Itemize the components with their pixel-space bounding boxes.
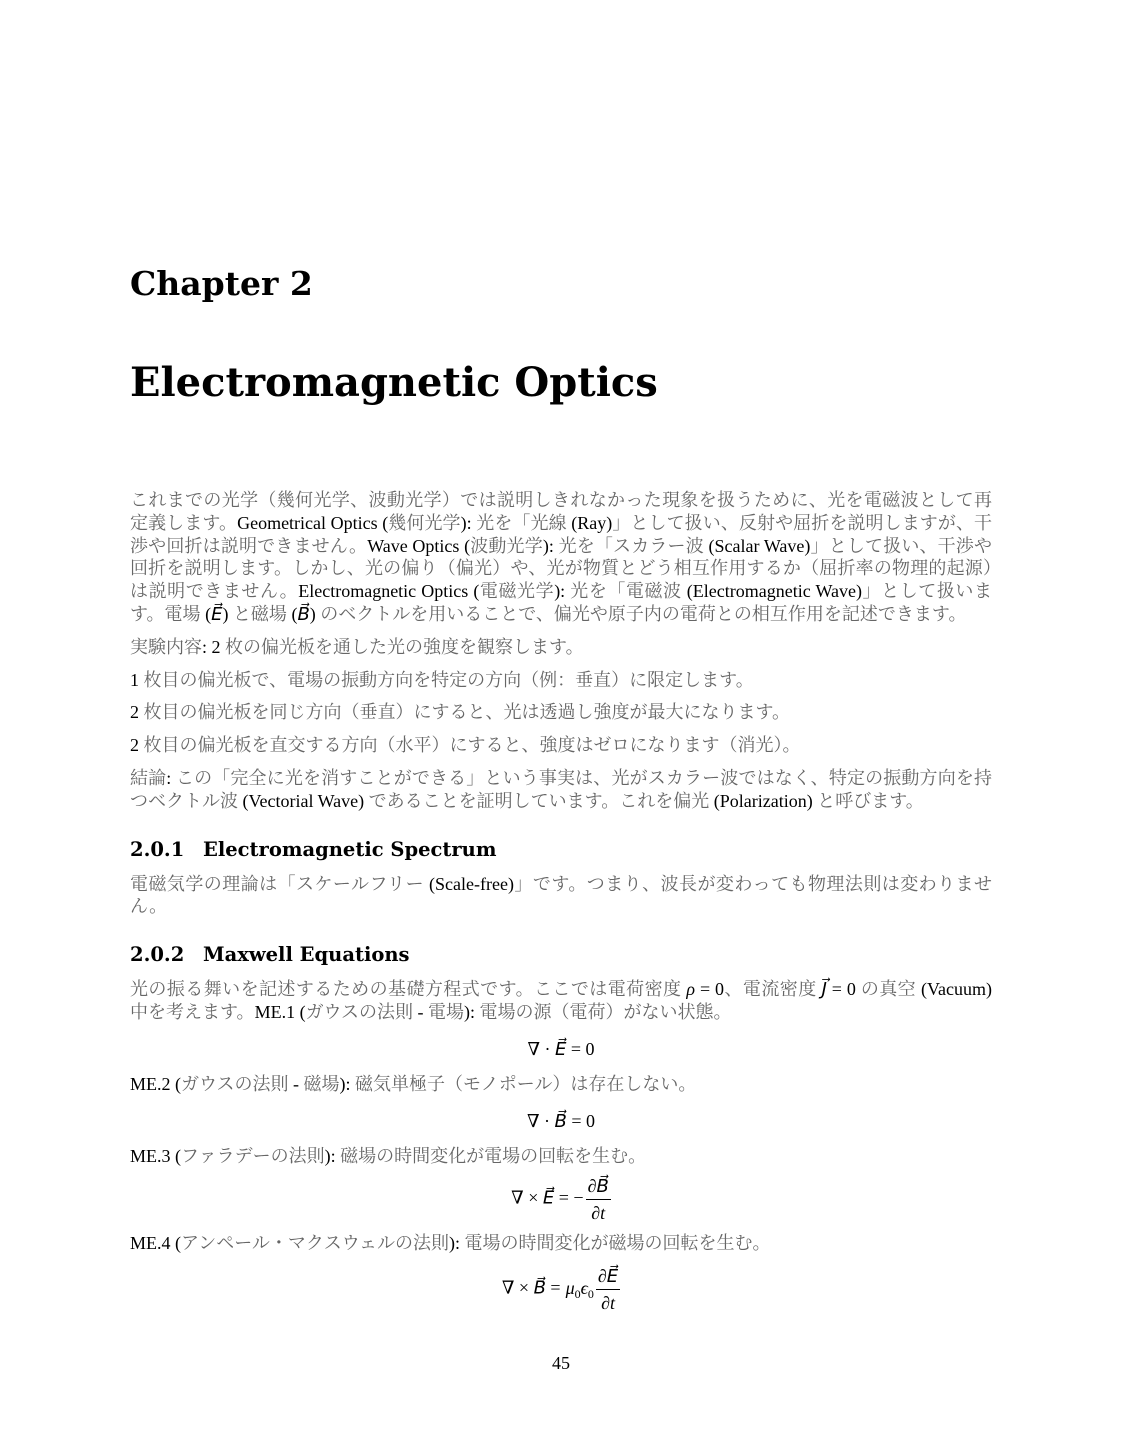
japanese-text-run: 電場 — [428, 1001, 465, 1022]
japanese-text-run: この「完全に光を消すことができる」という事実は、光がスカラー波ではなく、特定の振動方向を持つベクトル波 — [130, 767, 992, 811]
mu-subscript: 0 — [574, 1286, 581, 1301]
japanese-text-run: ファラデーの法則 — [181, 1145, 325, 1166]
japanese-text-run: 」として扱い、反射や屈折を説明しますが、干渉や回折は説明できません。 — [130, 512, 993, 556]
japanese-text-run: であることを証明しています。これを偏光 — [368, 790, 710, 811]
japanese-text-run: の真空 — [860, 979, 917, 1000]
epsilon-subscript: 0 — [587, 1286, 594, 1301]
japanese-text-run: 光を「スカラー波 — [558, 535, 704, 556]
japanese-text-run: 」です。つまり、波長が変わっても物理法則は変わりません。 — [130, 873, 993, 917]
equation-expression: ∇ · E⃗ = 0 — [527, 1038, 595, 1059]
math-symbol: B⃗ — [297, 603, 310, 624]
me3-description: ME.3 (ファラデーの法則): 磁場の時間変化が電場の回転を生む。 — [130, 1145, 647, 1166]
japanese-text-run: 枚目の偏光板を直交する方向（水平）にすると、強度はゼロになります（消光）。 — [143, 735, 801, 756]
math-symbol: E⃗ — [542, 1187, 555, 1208]
math-symbol: B⃗ — [533, 1277, 546, 1298]
experiment-step-2: 2 枚目の偏光板を同じ方向（垂直）にすると、光は透過し強度が最大になります。 — [130, 702, 791, 723]
japanese-text-run: 」として扱い、干渉や回折を説明します。しかし、光の偏り（偏光）や、光が物質とどう相互作用するか（屈折率の物理的起源）は説明できません。 — [130, 535, 993, 602]
section-heading-maxwell-equations — [130, 942, 992, 968]
math-symbol: E⃗ — [555, 1038, 567, 1059]
fraction — [596, 1263, 620, 1316]
fraction-numerator: ∂E⃗ — [596, 1263, 620, 1290]
fraction-denominator: ∂t — [601, 1293, 615, 1314]
math-symbol: B⃗ — [554, 1110, 567, 1131]
japanese-text-run: 電場の時間変化が磁場の回転を生む。 — [464, 1233, 771, 1254]
mu-symbol: μ — [565, 1277, 575, 1298]
fraction-denominator: ∂t — [591, 1203, 606, 1224]
me4-description: ME.4 (アンペール・マクスウェルの法則): 電場の時間変化が磁場の回転を生む。 — [130, 1233, 771, 1254]
spectrum-paragraph: 電磁気学の理論は「スケールフリー (Scale-free)」です。つまり、波長が変わっても物理法則は変わりません。 — [130, 873, 993, 917]
math-symbol: J⃗ — [821, 979, 827, 1000]
japanese-text-run: 幾何光学 — [388, 512, 461, 533]
equation-me3 — [130, 1173, 992, 1226]
japanese-text-run: 」として扱います。電場 — [130, 581, 992, 624]
japanese-text-run: 光を「電磁波 — [570, 581, 682, 602]
japanese-text-run: ガウスの法則 — [305, 1001, 414, 1022]
japanese-text-run: 光の振る舞いを記述するための基礎方程式です。ここでは電荷密度 — [130, 979, 682, 1000]
japanese-text-run: 、電流密度 — [724, 979, 817, 1000]
equation-me1 — [130, 1037, 992, 1061]
math-symbol: E⃗ — [211, 603, 223, 624]
japanese-text-run: ガウスの法則 — [181, 1073, 289, 1094]
equation-coefficient — [565, 1277, 594, 1301]
japanese-text-run: 電磁気学の理論は「スケールフリー — [130, 873, 425, 894]
japanese-text-run: と磁場 — [232, 603, 287, 624]
japanese-text-run: と呼びます。 — [817, 790, 924, 811]
experiment-paragraph: 実験内容: 2 枚の偏光板を通した光の強度を観察します。 — [130, 636, 584, 657]
equation-expression: ∇ × E⃗ = − — [511, 1187, 584, 1208]
japanese-text-run: 磁場 — [303, 1073, 340, 1094]
experiment-step-1: 1 枚目の偏光板で、電場の振動方向を特定の方向（例：垂直）に限定します。 — [130, 669, 754, 690]
japanese-text-run: 磁場の時間変化が電場の回転を生む。 — [340, 1145, 647, 1166]
japanese-text-run: 枚目の偏光板を同じ方向（垂直）にすると、光は透過し強度が最大になります。 — [143, 702, 791, 723]
japanese-text-run: 磁気単極子（モノポール）は存在しない。 — [354, 1073, 697, 1094]
experiment-step-3: 2 枚目の偏光板を直交する方向（水平）にすると、強度はゼロになります（消光）。 — [130, 735, 801, 756]
japanese-text-run: 枚の偏光板を通した光の強度を観察します。 — [225, 636, 584, 657]
japanese-text-run: 枚目の偏光板で、電場の振動方向を特定の方向（例：垂直）に限定します。 — [143, 669, 754, 690]
section-title: Electromagnetic Spectrum — [203, 837, 497, 861]
japanese-text-run: 中を考えます。 — [130, 1001, 255, 1022]
japanese-text-run: 実験内容 — [130, 636, 202, 657]
japanese-text-run: 光を「光線 — [476, 512, 567, 533]
math-symbol: E⃗ — [606, 1266, 619, 1287]
equation-expression: ∇ × B⃗ = — [501, 1277, 561, 1298]
epsilon-symbol: ϵ — [580, 1277, 588, 1298]
japanese-text-run: アンペール・マクスウェルの法則 — [181, 1233, 450, 1254]
maxwell-intro-paragraph: 光の振る舞いを記述するための基礎方程式です。ここでは電荷密度 ρ = 0、電流密度 J⃗ = 0 の真空 (Vacuum) 中を考えます。ME.1 (ガウスの法則 - 電場): 電場の源（電荷）がない状態。 — [130, 979, 993, 1022]
japanese-text-run: 結論 — [130, 767, 167, 788]
chapter-label: Chapter 2 — [130, 264, 313, 303]
equation-me2 — [130, 1109, 992, 1133]
japanese-text-run: これまでの光学（幾何光学、波動光学）では説明しきれなかった現象を扱うために、光を電磁波として再定義します。 — [130, 490, 992, 533]
conclusion-paragraph: 結論: この「完全に光を消すことができる」という事実は、光がスカラー波ではなく、特定の振動方向を持つベクトル波 (Vectorial Wave) であることを証明しています。これを偏光 (Polarization) と呼びます。 — [130, 767, 992, 811]
math-symbol: B⃗ — [596, 1176, 609, 1197]
chapter-title: Electromagnetic Optics — [130, 359, 658, 406]
fraction — [586, 1173, 611, 1226]
section-title: Maxwell Equations — [203, 943, 410, 967]
equation-expression: ∇ · B⃗ = 0 — [526, 1110, 596, 1131]
page-number: 45 — [552, 1353, 570, 1373]
fraction-numerator: ∂B⃗ — [586, 1173, 611, 1200]
section-number: 2.0.1 — [130, 837, 185, 861]
japanese-text-run: 電場の源（電荷）がない状態。 — [479, 1001, 732, 1022]
japanese-text-run: のベクトルを用いることで、偏光や原子内の電荷との相互作用を記述できます。 — [320, 603, 967, 624]
equation-me4 — [130, 1263, 992, 1316]
section-heading-electromagnetic-spectrum — [130, 837, 992, 863]
page-content — [130, 0, 992, 1316]
me2-description: ME.2 (ガウスの法則 - 磁場): 磁気単極子（モノポール）は存在しない。 — [130, 1073, 697, 1094]
japanese-text-run: 波動光学 — [470, 535, 543, 556]
math-symbol: ρ — [686, 979, 696, 1000]
section-number: 2.0.2 — [130, 943, 185, 967]
japanese-text-run: 電磁光学 — [479, 581, 555, 602]
intro-paragraph: これまでの光学（幾何光学、波動光学）では説明しきれなかった現象を扱うために、光を電磁波として再定義します。Geometrical Optics (幾何光学): 光を「光線 (Ray)」として扱い、反射や屈折を説明しますが、干渉や回折は説明できません。Wave Optics (波動光学): 光を「スカラー波 (Scalar Wave)」として扱い、干渉や回折を説明します。しかし、光の偏り（偏光）や、光が物質とどう相互作用するか（屈折率の物理的起源）は説明できません。Electromagnetic Optics (電磁光学): 光を「電磁波 (Electromagnetic Wave)」として扱います。電場 (E⃗) と磁場 (B⃗) のベクトルを用いることで、偏光や原子内の電荷との相互作用を記述できます。 — [130, 490, 993, 624]
